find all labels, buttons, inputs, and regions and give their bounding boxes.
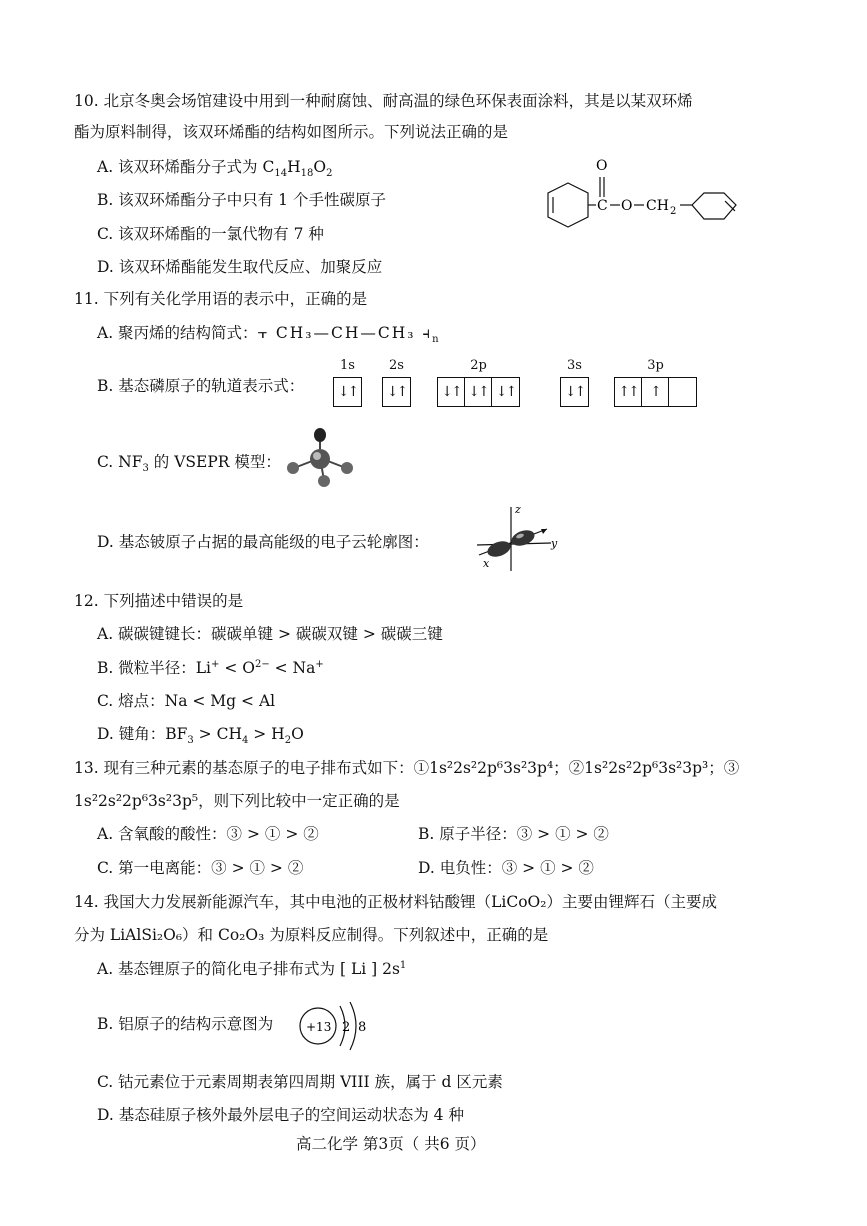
- orbital-cell: ↓↑: [438, 378, 465, 406]
- q12-option-a: A. 碳碳键键长：碳碳单键 > 碳碳双键 > 碳碳三键: [97, 625, 443, 643]
- q10-option-b: B. 该双环烯酯分子中只有 1 个手性碳原子: [97, 191, 386, 209]
- q10-option-a: A. 该双环烯酯分子式为 $C_{14}H_{18}O_2$: [97, 158, 333, 180]
- q10-option-c: C. 该双环烯酯的一氯代物有 7 种: [97, 225, 324, 243]
- y-axis-label: y: [551, 537, 558, 550]
- q11-option-d: D. 基态铍原子占据的最高能级的电子云轮廓图：: [97, 533, 429, 551]
- shell1-electrons: 2: [342, 1020, 351, 1035]
- q13-stem-line2: 1s²2s²2p⁶3s²3p⁵，则下列比较中一定正确的是: [74, 792, 400, 810]
- q11-stem: 11. 下列有关化学用语的表示中，正确的是: [74, 290, 368, 308]
- orbital-label: 3p: [647, 358, 664, 373]
- orbital-cell: ↓↑: [564, 384, 585, 400]
- carbonyl-oxygen: O: [596, 158, 608, 174]
- q14-option-b: B. 铝原子的结构示意图为: [97, 1015, 274, 1033]
- orbital-cell: ↓↑: [386, 384, 407, 400]
- q14-option-a: A. 基态锂原子的简化电子排布式为 [ Li ] $2s^1$: [97, 959, 407, 978]
- x-axis-label: x: [483, 557, 490, 570]
- orbital-1s: [333, 377, 362, 407]
- aluminum-atom-diagram: [298, 1000, 378, 1054]
- q13-option-a: A. 含氧酸的酸性：③ > ① > ②: [97, 825, 319, 843]
- orbital-cell: [669, 378, 696, 406]
- nucleus-charge: +13: [306, 1020, 332, 1034]
- nf3-vsepr-model: [282, 428, 362, 490]
- q10-stem-line2: 酯为原料制得，该双环烯酯的结构如图所示。下列说法正确的是: [74, 123, 509, 141]
- orbital-label: 1s: [340, 358, 355, 373]
- orbital-3p: [614, 377, 697, 407]
- orbital-3s: [560, 377, 589, 407]
- methylene-subscript: 2: [670, 206, 677, 217]
- p-orbital-cloud: [475, 505, 560, 575]
- orbital-2p: [437, 377, 520, 407]
- q11-option-c: C. $NF_3$ 的 VSEPR 模型：: [97, 453, 281, 475]
- q13-option-d: D. 电负性：③ > ① > ②: [418, 859, 594, 877]
- q14-stem-line2: 分为 LiAlSi₂O₆）和 Co₂O₃ 为原料反应制得。下列叙述中，正确的是: [74, 926, 549, 944]
- page-footer: 高二化学 第3页（ 共6 页）: [296, 1135, 486, 1153]
- orbital-2s: [382, 377, 411, 407]
- orbital-cell: ↓↑: [495, 384, 516, 400]
- q12-option-c: C. 熔点：Na < Mg < Al: [97, 692, 276, 710]
- orbital-label: 2s: [389, 358, 404, 373]
- q14-stem-line1: 14. 我国大力发展新能源汽车，其中电池的正极材料钴酸锂（LiCoO₂）主要由锂辉石（主要成: [74, 893, 717, 911]
- ether-oxygen: O: [621, 198, 633, 214]
- q12-stem: 12. 下列描述中错误的是: [74, 592, 244, 610]
- q10-stem-line1: 10. 北京冬奥会场馆建设中用到一种耐腐蚀、耐高温的绿色环保表面涂料，其是以某双环烯: [74, 92, 693, 110]
- orbital-label: 2p: [470, 358, 487, 373]
- orbital-cell: ↓↑: [465, 378, 492, 406]
- q12-option-b: B. 微粒半径：$Li^+ < O^{2-} < Na^+$: [97, 658, 324, 677]
- q13-option-b: B. 原子半径：③ > ① > ②: [418, 825, 609, 843]
- q13-stem-line1: 13. 现有三种元素的基态原子的电子排布式如下：①1s²2s²2p⁶3s²3p⁴；②1s²2s²2p⁶3s²3p³；③: [74, 759, 740, 777]
- orbital-label: 3s: [567, 358, 582, 373]
- q11-option-b: B. 基态磷原子的轨道表示式：: [97, 377, 305, 395]
- q14-option-d: D. 基态硅原子核外最外层电子的空间运动状态为 4 种: [97, 1106, 464, 1124]
- q12-option-d: D. 键角：$BF_3 > CH_4 > H_2O$: [97, 725, 304, 747]
- q10-option-d: D. 该双环烯酯能发生取代反应、加聚反应: [97, 258, 383, 276]
- q14-option-c: C. 钴元素位于元素周期表第四周期 VIII 族，属于 d 区元素: [97, 1073, 503, 1091]
- shell2-electrons: 8: [358, 1020, 367, 1035]
- orbital-cell: ↑↑: [615, 378, 642, 406]
- orbital-cell: ↓↑: [337, 384, 358, 400]
- methylene-group: CH: [646, 198, 669, 214]
- q13-option-c: C. 第一电离能：③ > ① > ②: [97, 859, 304, 877]
- z-axis-label: z: [515, 503, 521, 516]
- q11-option-a: A. 聚丙烯的结构简式：⫟ CH₃—CH—CH₃ $⫞_n$: [97, 324, 439, 346]
- q10-ester-structure: [540, 155, 740, 235]
- orbital-cell: ↑: [642, 378, 669, 406]
- carbonyl-carbon: C: [597, 198, 608, 214]
